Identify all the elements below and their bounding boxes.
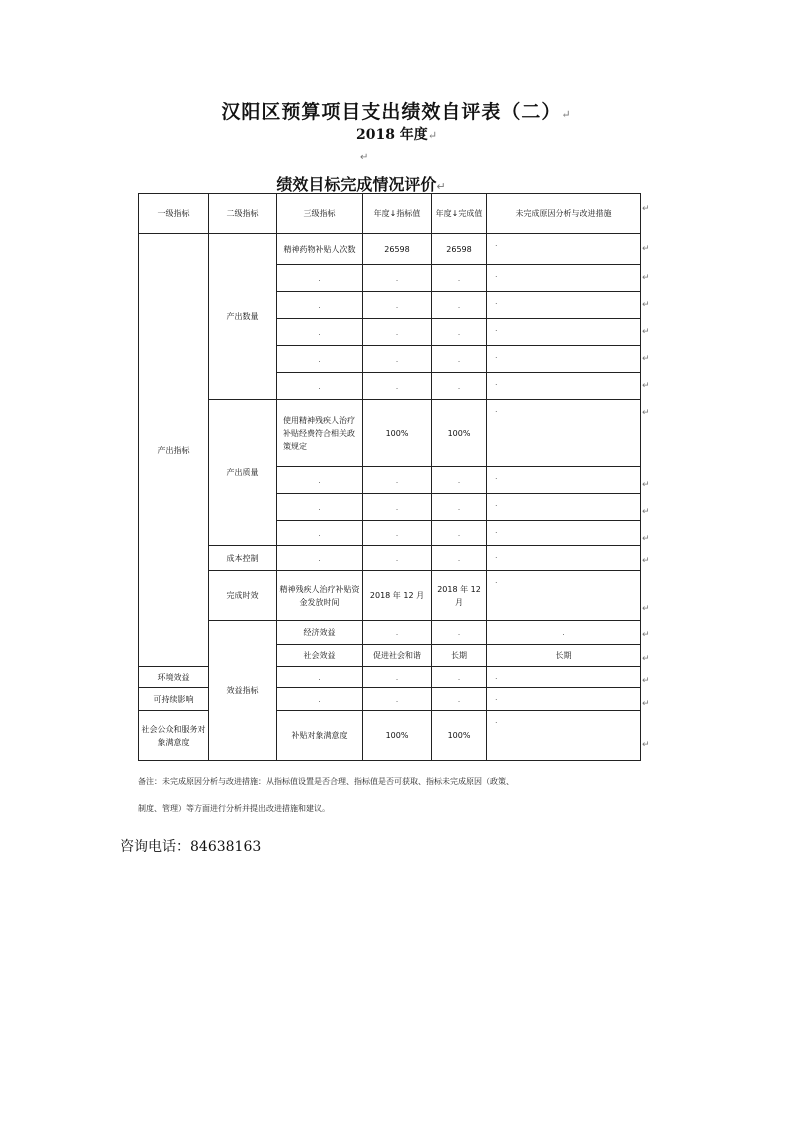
table-row: [139, 400, 641, 467]
row-end-mark: ↵: [642, 534, 650, 544]
header-reason: 未完成原因分析与改进措施: [487, 194, 641, 234]
actual-cell: 2018 年 12 月: [432, 571, 487, 621]
reason-cell: .: [487, 319, 641, 346]
indicator-cell: .: [277, 467, 363, 494]
contact-phone: 咨询电话：84638163: [120, 839, 262, 855]
group-benefit: 效益指标: [209, 621, 277, 761]
actual-cell: 100%: [432, 400, 487, 467]
reason-cell: .: [487, 292, 641, 319]
level2-cost: 成本控制: [209, 546, 277, 571]
indicator-cell: .: [277, 346, 363, 373]
performance-table: [138, 193, 641, 761]
row-end-mark: ↵: [642, 604, 650, 614]
row-end-mark: ↵: [642, 556, 650, 566]
actual-cell: .: [432, 667, 487, 688]
level2-sustainable: 可持续影响: [139, 688, 209, 711]
actual-cell: .: [432, 265, 487, 292]
row-end-mark: ↵: [642, 408, 650, 418]
target-cell: .: [363, 667, 432, 688]
indicator-cell: .: [277, 688, 363, 711]
level2-economic: 经济效益: [277, 621, 363, 645]
row-end-mark: ↵: [642, 676, 650, 686]
paragraph-mark: ↵: [360, 152, 369, 163]
indicator-cell: 精神药物补贴人次数: [277, 234, 363, 265]
paragraph-mark: ↵: [561, 108, 572, 121]
reason-cell: .: [487, 346, 641, 373]
target-cell: .: [363, 467, 432, 494]
indicator-cell: .: [277, 667, 363, 688]
row-end-mark: ↵: [642, 699, 650, 709]
target-cell: .: [363, 265, 432, 292]
indicator-cell: .: [277, 521, 363, 546]
reason-cell: .: [487, 494, 641, 521]
target-cell: .: [432, 621, 487, 645]
reason-cell: .: [487, 373, 641, 400]
row-end-mark: ↵: [642, 654, 650, 664]
level2-quality: 产出质量: [209, 400, 277, 546]
header-level2: 二级指标: [209, 194, 277, 234]
row-end-mark: ↵: [642, 480, 650, 490]
target-cell: .: [363, 373, 432, 400]
indicator-cell: 促进社会和谐: [363, 645, 432, 667]
reason-cell: .: [487, 234, 641, 265]
page-title: 汉阳区预算项目支出绩效自评表（二）↵: [221, 101, 572, 123]
header-actual: 年度↓完成值: [432, 194, 487, 234]
row-end-mark: ↵: [642, 381, 650, 391]
target-cell: .: [363, 319, 432, 346]
indicator-cell: .: [277, 265, 363, 292]
actual-cell: .: [432, 521, 487, 546]
level2-social: 社会效益: [277, 645, 363, 667]
actual-cell: 100%: [432, 711, 487, 761]
actual-cell: .: [432, 373, 487, 400]
reason-cell: .: [487, 265, 641, 292]
row-end-mark: ↵: [642, 204, 650, 214]
target-cell: .: [363, 292, 432, 319]
year-subtitle: 2018 年度↵: [355, 127, 438, 143]
row-end-mark: ↵: [642, 507, 650, 517]
reason-cell: .: [487, 667, 641, 688]
reason-cell: .: [487, 521, 641, 546]
actual-cell: .: [487, 621, 641, 645]
level2-timeliness: 完成时效: [209, 571, 277, 621]
table-row: [139, 571, 641, 621]
row-end-mark: ↵: [642, 354, 650, 364]
actual-cell: 26598: [432, 234, 487, 265]
table-row: [139, 234, 641, 265]
reason-cell: .: [487, 467, 641, 494]
actual-cell: .: [432, 494, 487, 521]
level2-satisfaction: 社会公众和服务对象满意度: [139, 711, 209, 761]
reason-cell: .: [487, 688, 641, 711]
reason-cell: .: [487, 711, 641, 761]
target-cell: .: [363, 546, 432, 571]
target-cell: 100%: [363, 400, 432, 467]
note-line: 备注：未完成原因分析与改进措施：从指标值设置是否合理、指标值是否可获取、指标未完成原因（政策、: [138, 777, 514, 786]
actual-cell: .: [432, 546, 487, 571]
target-cell: .: [363, 346, 432, 373]
row-end-mark: ↵: [642, 740, 650, 750]
row-end-mark: ↵: [642, 273, 650, 283]
indicator-cell: 精神残疾人治疗补贴资金发放时间: [277, 571, 363, 621]
header-level1: 一级指标: [139, 194, 209, 234]
target-cell: 2018 年 12 月: [363, 571, 432, 621]
reason-cell: .: [487, 400, 641, 467]
indicator-cell: .: [277, 319, 363, 346]
row-end-mark: ↵: [642, 327, 650, 337]
header-level3: 三级指标: [277, 194, 363, 234]
row-end-mark: ↵: [642, 244, 650, 254]
target-cell: .: [363, 688, 432, 711]
group-output: 产出指标: [139, 234, 209, 667]
indicator-cell: .: [277, 292, 363, 319]
target-cell: .: [363, 521, 432, 546]
indicator-cell: 使用精神残疾人治疗补贴经费符合相关政策规定: [277, 400, 363, 467]
actual-cell: .: [432, 292, 487, 319]
row-end-mark: ↵: [642, 630, 650, 640]
actual-cell: .: [432, 346, 487, 373]
target-cell: 长期: [432, 645, 487, 667]
indicator-cell: .: [277, 546, 363, 571]
actual-cell: .: [432, 467, 487, 494]
paragraph-mark: ↵: [436, 180, 446, 193]
reason-cell: .: [487, 546, 641, 571]
header-target: 年度↓指标值: [363, 194, 432, 234]
table-title: 绩效目标完成情况评价↵: [276, 175, 446, 194]
level2-quantity: 产出数量: [209, 234, 277, 400]
indicator-cell: .: [277, 373, 363, 400]
indicator-cell: .: [363, 621, 432, 645]
actual-cell: 长期: [487, 645, 641, 667]
actual-cell: .: [432, 688, 487, 711]
table-header-row: [139, 194, 641, 234]
table-row: [139, 546, 641, 571]
reason-cell: .: [487, 571, 641, 621]
paragraph-mark: ↵: [427, 129, 438, 142]
indicator-cell: .: [277, 494, 363, 521]
target-cell: 26598: [363, 234, 432, 265]
table-row: [139, 621, 641, 645]
target-cell: .: [363, 494, 432, 521]
target-cell: 100%: [363, 711, 432, 761]
note-line: 制度、管理）等方面进行分析并提出改进措施和建议。: [138, 804, 330, 813]
actual-cell: .: [432, 319, 487, 346]
indicator-cell: 补贴对象满意度: [277, 711, 363, 761]
level2-environment: 环境效益: [139, 667, 209, 688]
row-end-mark: ↵: [642, 300, 650, 310]
